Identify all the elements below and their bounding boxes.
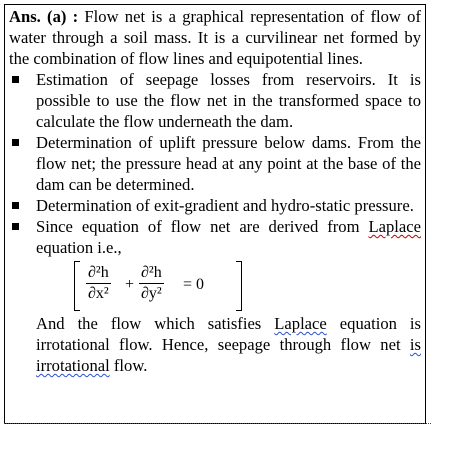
spellcheck-word: Laplace: [274, 314, 327, 333]
square-bullet-icon: [12, 223, 19, 230]
list-item-text: Since equation of flow net are derived from: [36, 217, 369, 236]
fraction-denominator: ∂x²: [88, 285, 109, 302]
conclusion-part: And the flow which satisfies: [36, 314, 275, 333]
list-item: [9, 132, 421, 195]
conclusion-text: [36, 313, 421, 376]
plus-sign: +: [125, 276, 135, 293]
fraction-numerator: ∂²h: [88, 264, 109, 281]
list-item: [9, 195, 421, 216]
bullet-list: [9, 69, 421, 376]
fraction-y: [139, 263, 164, 304]
fraction-x: [86, 263, 111, 304]
answer-box: [4, 4, 426, 424]
list-item-text-end: equation i.e.,: [36, 238, 122, 257]
list-item-text: Determination of exit-gradient and hydro-static pressure.: [36, 196, 414, 215]
list-item-text: Determination of uplift pressure below dams. From the flow net; the pressure head at any point at the base of the dam can be determined.: [36, 133, 421, 194]
spellcheck-word: Laplace: [368, 217, 421, 236]
answer-intro: [9, 5, 421, 69]
answer-lead: Ans. (a) :: [9, 7, 79, 26]
answer-intro-text: Flow net is a graphical representation of flow of water through a soil mass. It is a curvilinear net formed by the combination of flow lines and equipotential lines.: [9, 7, 421, 68]
square-bullet-icon: [12, 76, 19, 83]
right-bracket: [236, 261, 242, 311]
grammar-check-phrase: is irrotational: [36, 335, 421, 375]
fraction-numerator: ∂²h: [141, 264, 162, 281]
conclusion-part: flow.: [109, 356, 148, 375]
list-item: [9, 216, 421, 376]
conclusion-part: equation is irrotational flow. Hence, seepage through flow net: [36, 314, 421, 354]
laplace-formula: [36, 261, 421, 313]
equals-zero: = 0: [183, 276, 205, 293]
square-bullet-icon: [12, 202, 19, 209]
fraction-denominator: ∂y²: [141, 285, 162, 302]
square-bullet-icon: [12, 139, 19, 146]
left-bracket: [74, 261, 80, 311]
list-item: [9, 69, 421, 132]
list-item-text: Estimation of seepage losses from reservoirs. It is possible to use the flow net in the transformed space to calculate the flow underneath the dam.: [36, 70, 421, 131]
